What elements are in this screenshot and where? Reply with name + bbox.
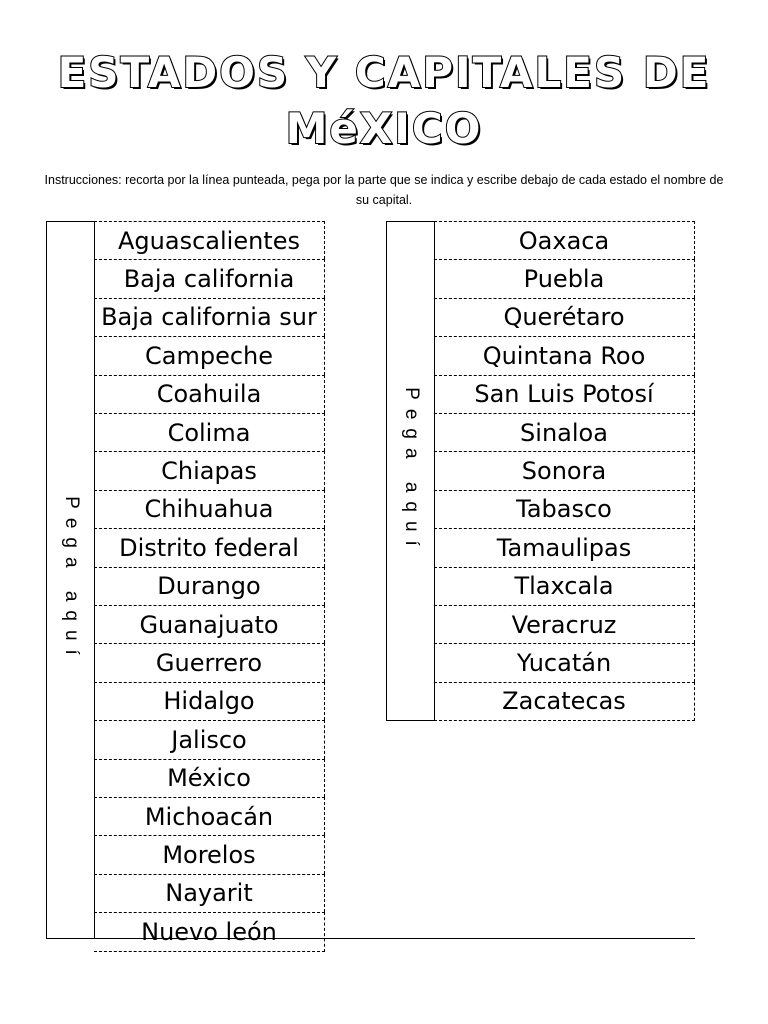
worksheet-title-line-2: MéXICO: [285, 104, 483, 153]
state-cell: Chiapas: [94, 451, 325, 489]
state-cell: Coahuila: [94, 375, 325, 413]
state-cell: Nuevo león: [94, 912, 325, 951]
state-cell: Michoacán: [94, 797, 325, 835]
state-cell: Tlaxcala: [434, 567, 695, 605]
state-cell: Veracruz: [434, 605, 695, 643]
state-cell: Campeche: [94, 336, 325, 374]
state-cell: Morelos: [94, 835, 325, 873]
state-cell: Distrito federal: [94, 528, 325, 566]
instructions-text: Instrucciones: recorta por la línea punteada, pega por la parte que se indica y escribe debajo de cada estado el nombre de su capital.: [44, 173, 724, 207]
state-cell: Chihuahua: [94, 490, 325, 528]
left-paste-strip: [46, 221, 95, 939]
state-cell: Baja california sur: [94, 298, 325, 336]
state-cell: Baja california: [94, 259, 325, 297]
left-paste-label: Pega aquí: [60, 496, 82, 664]
state-cell: Quintana Roo: [434, 336, 695, 374]
state-cell: Aguascalientes: [94, 221, 325, 259]
state-cell: Zacatecas: [434, 682, 695, 721]
state-cell: México: [94, 759, 325, 797]
state-cell: Tabasco: [434, 490, 695, 528]
state-cell: Guanajuato: [94, 605, 325, 643]
state-cell: Guerrero: [94, 643, 325, 681]
state-cell: Puebla: [434, 259, 695, 297]
state-cell: Durango: [94, 567, 325, 605]
bottom-cut-line: [46, 938, 695, 939]
worksheet-title-line-1: ESTADOS Y CAPITALES DE: [57, 48, 711, 97]
state-cell: Yucatán: [434, 643, 695, 681]
state-cell: Colima: [94, 413, 325, 451]
right-paste-strip: [386, 221, 435, 721]
state-cell: San Luis Potosí: [434, 375, 695, 413]
state-cell: Oaxaca: [434, 221, 695, 259]
state-cell: Querétaro: [434, 298, 695, 336]
state-cell: Hidalgo: [94, 682, 325, 720]
state-cell: Nayarit: [94, 874, 325, 912]
state-cell: Sinaloa: [434, 413, 695, 451]
state-cell: Jalisco: [94, 720, 325, 758]
right-paste-label: Pega aquí: [400, 387, 422, 555]
state-cell: Sonora: [434, 451, 695, 489]
state-cell: Tamaulipas: [434, 528, 695, 566]
